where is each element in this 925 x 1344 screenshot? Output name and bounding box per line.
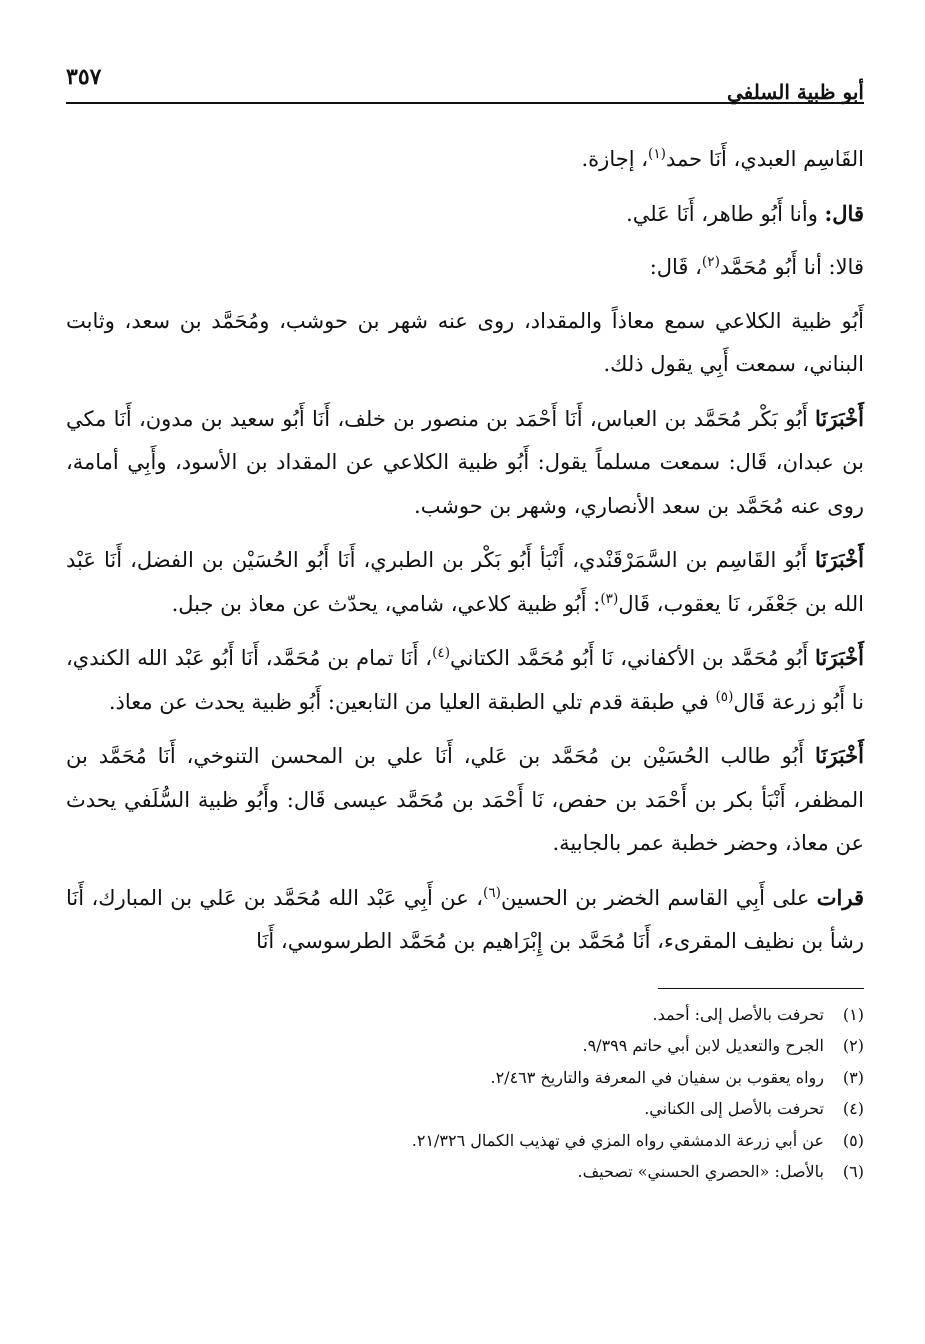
paragraph-lead-word: قال: xyxy=(824,200,864,226)
paragraph-text: : أَبُو ظبية كلاعي، شامي، يحدّث عن معاذ بن جبل. xyxy=(171,591,601,616)
footnote-marker: (٢) xyxy=(701,254,720,270)
footnote-number: (٢) xyxy=(842,1036,864,1055)
footnote-text: تحرفت بالأصل إلى الكناني. xyxy=(644,1099,824,1118)
footnote-number: (٥) xyxy=(842,1130,864,1150)
footnote-marker: (٤) xyxy=(432,645,451,661)
footnotes xyxy=(66,999,864,1188)
running-header xyxy=(66,58,864,104)
footnote-number: (١) xyxy=(842,1004,864,1024)
paragraph-lead-word: أَخْبَرَنَا xyxy=(815,743,864,768)
paragraph-text: أَبُو مُحَمَّد بن الأكفاني، نَا أَبُو مُحَمَّد الكتاني xyxy=(450,646,816,670)
footnote-text: رواه يعقوب بن سفيان في المعرفة والتاريخ ٢/٤٦٣. xyxy=(490,1067,824,1087)
footnote-text: الجرح والتعديل لابن أبي حاتم ٩/٣٩٩. xyxy=(582,1036,824,1055)
footnote xyxy=(66,1125,864,1157)
footnote xyxy=(66,1062,864,1094)
paragraph xyxy=(66,397,864,529)
footnote-separator xyxy=(658,988,864,989)
book-page xyxy=(66,58,864,1308)
paragraph-lead-word: أَخْبَرَنَا xyxy=(815,405,864,431)
footnote-text: بالأصل: «الحصري الحسني» تصحيف. xyxy=(577,1162,824,1181)
paragraph-lead-word: أَخْبَرَنَا xyxy=(815,645,864,670)
paragraph-text: قالا: أنا أَبُو مُحَمَّد xyxy=(719,255,864,279)
paragraph-text: أَبُو ظبية الكلاعي سمع معاذاً والمقداد، روى عنه شهر بن حوشب، ومُحَمَّد بن سعد، وثابت البناني، سمعت أَبِي يقول ذلك. xyxy=(66,308,864,376)
footnote-text: عن أبي زرعة الدمشقي رواه المزي في تهذيب الكمال ٢١/٣٢٦. xyxy=(411,1130,824,1150)
footnote xyxy=(66,1156,864,1188)
footnote xyxy=(66,999,864,1031)
paragraph xyxy=(66,138,864,182)
paragraph xyxy=(66,538,864,626)
footnote xyxy=(66,1093,864,1125)
paragraph-text: ، قَال: xyxy=(649,255,702,279)
paragraph-text: أَبُو القَاسِم بن السَّمَرْقَنْدي، أَنْبَأ أَبُو بَكْر بن الطبري، أَنَا أَبُو الحُسَيْن بن الفضل، أَنَا عَبْد الله بن جَعْفَر، نَا يعقوب، قَال xyxy=(66,548,864,616)
footnote-number: (٣) xyxy=(842,1067,864,1087)
paragraph xyxy=(66,192,864,237)
footnote-number: (٦) xyxy=(842,1162,864,1181)
paragraph-text: في طبقة قدم تلي الطبقة العليا من التابعين: أَبُو ظبية يحدث عن معاذ. xyxy=(108,689,716,714)
footnote-text: تحرفت بالأصل إلى: أحمد. xyxy=(652,1004,824,1024)
footnote-marker: (١) xyxy=(648,146,666,162)
footnote-marker: (٦) xyxy=(483,884,501,901)
main-text xyxy=(66,138,864,964)
paragraph-lead-word: قرات xyxy=(816,884,864,910)
paragraph-text: على أَبِي القاسم الخضر بن الحسين xyxy=(501,885,817,910)
page-number: ٣٥٧ xyxy=(66,64,102,90)
paragraph xyxy=(66,734,864,866)
paragraph-text: ، عن أَبِي عَبْد الله مُحَمَّد بن عَلي بن المبارك، أَنَا رشأ بن نظيف المقرىء، أَنَا مُحَمَّد بن إِبْرَاهيم بن مُحَمَّد الطرسوسي، أَنَا xyxy=(66,885,864,953)
paragraph xyxy=(66,300,864,387)
paragraph-text: أَبُو طالب الحُسَيْن بن مُحَمَّد بن عَلي، أَنَا علي بن المحسن التنوخي، أَنَا مُحَمَّد بن المظفر، أَنْبَأ بكر بن أَحْمَد بن حفص، نَا أَحْمَد بن مُحَمَّد عيسى قَال: وأَبُو ظبية السُّلَفي يحدث عن معاذ، وحضر خطبة عمر بالجابية. xyxy=(66,744,864,855)
paragraph-text: وأنا أَبُو طاهر، أَنَا عَلي. xyxy=(626,201,825,226)
footnote xyxy=(66,1030,864,1062)
paragraph-text: ، أَنَا تمام بن مُحَمَّد، أَنَا أَبُو عَبْد الله الكندي، نا أَبُو زرعة قَال xyxy=(66,646,864,714)
paragraph-text: ، إجازة. xyxy=(581,147,648,171)
paragraph xyxy=(66,636,864,724)
footnote-marker: (٥) xyxy=(715,688,734,705)
paragraph xyxy=(66,246,864,290)
paragraph-lead-word: أَخْبَرَنَا xyxy=(815,547,864,572)
footnote-marker: (٣) xyxy=(600,590,619,607)
footnote-number: (٤) xyxy=(842,1099,864,1118)
chapter-title: أبو ظبية السلفي xyxy=(727,80,864,104)
paragraph-text: القَاسِم العبدي، أَنَا حمد xyxy=(665,147,864,171)
paragraph-text: أَبُو بَكْر مُحَمَّد بن العباس، أَنَا أَحْمَد بن منصور بن خلف، أَنَا أَبُو سعيد بن مدون، أَنَا مكي بن عبدان، قَال: سمعت مسلماً يقول: أَبُو ظبية الكلاعي عن المقداد بن الأسود، وأَبِي أمامة، روى عنه مُحَمَّد بن سعد الأنصاري، وشهر بن حوشب. xyxy=(66,406,864,518)
paragraph xyxy=(66,876,864,964)
